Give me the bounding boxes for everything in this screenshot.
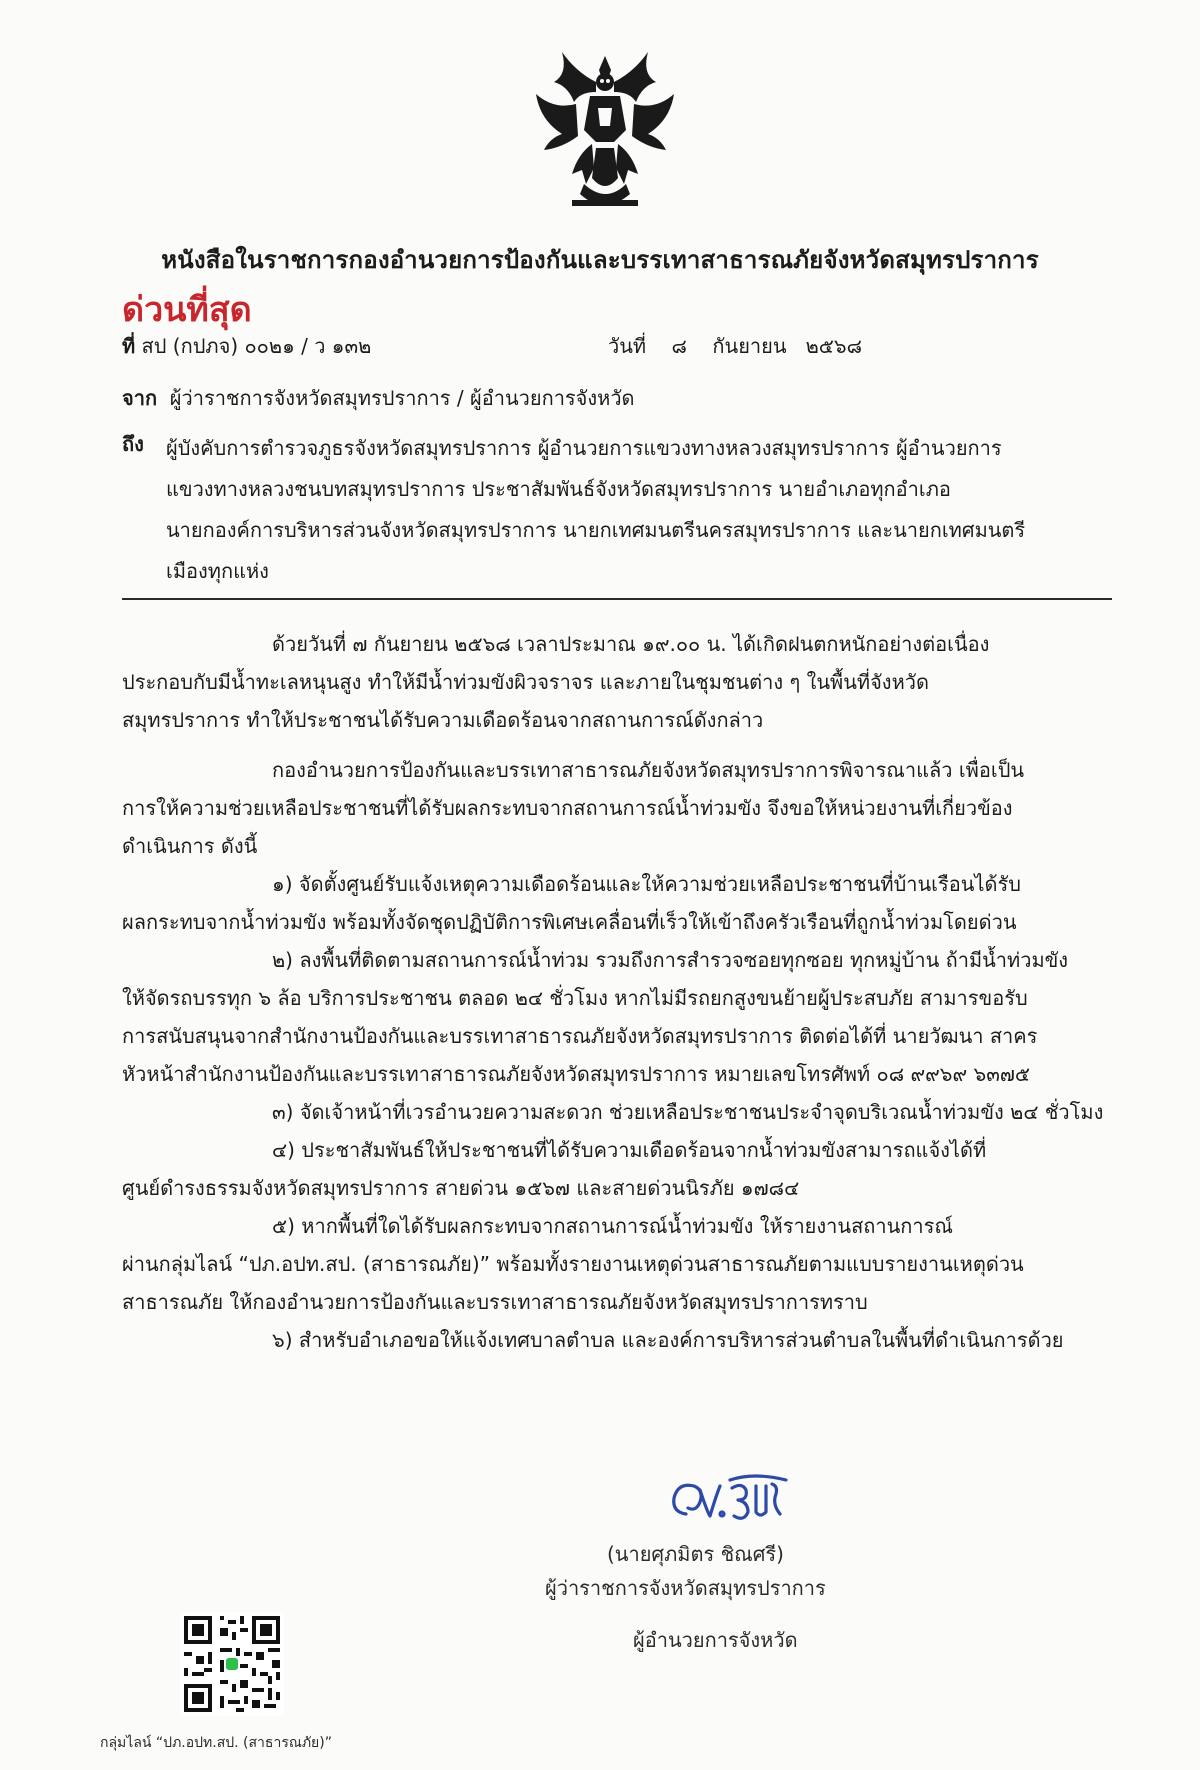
letter-heading: หนังสือในราชการกองอำนวยการป้องกันและบรรเทาสาธารณภัยจังหวัดสมุทรปราการ: [161, 246, 1039, 274]
item-line: สาธารณภัย ให้กองอำนวยการป้องกันและบรรเทาสาธารณภัยจังหวัดสมุทรปราการทราบ: [122, 1290, 868, 1314]
date-month: กันยายน: [712, 334, 787, 358]
ref-label: ที่: [122, 334, 136, 358]
date-year: ๒๕๖๘: [805, 334, 863, 358]
body-line: การให้ความช่วยเหลือประชาชนที่ได้รับผลกระทบจากสถานการณ์น้ำท่วมขัง จึงขอให้หน่วยงานที่เกี่ยวข้อง: [122, 796, 1013, 820]
qr-caption: กลุ่มไลน์ “ปภ.อปท.สป. (สาธารณภัย)”: [100, 1735, 332, 1751]
from-label: จาก: [122, 386, 158, 410]
body-line: ด้วยวันที่ ๗ กันยายน ๒๕๖๘ เวลาประมาณ ๑๙.๐๐ น. ได้เกิดฝนตกหนักอย่างต่อเนื่อง: [272, 632, 990, 656]
item-line: ๓) จัดเจ้าหน้าที่เวรอำนวยความสะดวก ช่วยเหลือประชาชนประจำจุดบริเวณน้ำท่วมขัง ๒๔ ชั่วโมง: [272, 1100, 1104, 1124]
to-line: นายกองค์การบริหารส่วนจังหวัดสมุทรปราการ นายกเทศมนตรีนครสมุทรปราการ และนายกเทศมนตรี: [166, 518, 1026, 542]
to-line: ผู้บังคับการตำรวจภูธรจังหวัดสมุทรปราการ ผู้อำนวยการแขวงทางหลวงสมุทรปราการ ผู้อำนวยการ: [166, 436, 1002, 460]
to-label: ถึง: [122, 432, 144, 456]
date-line: [608, 330, 862, 362]
item-line: ศูนย์ดำรงธรรมจังหวัดสมุทรปราการ สายด่วน ๑๕๖๗ และสายด่วนนิรภัย ๑๗๘๔: [122, 1176, 800, 1200]
item-line: หัวหน้าสำนักงานป้องกันและบรรเทาสาธารณภัยจังหวัดสมุทรปราการ หมายเลขโทรศัพท์ ๐๘ ๙๙๖๙ ๖๓๗๕: [122, 1062, 1031, 1086]
item-line: การสนับสนุนจากสำนักงานป้องกันและบรรเทาสาธารณภัยจังหวัดสมุทรปราการ ติดต่อได้ที่ นายวัฒนา สาคร: [122, 1024, 1038, 1048]
to-recipients: [166, 428, 1110, 592]
reference-line: [122, 330, 371, 362]
from-text: ผู้ว่าราชการจังหวัดสมุทรปราการ / ผู้อำนวยการจังหวัด: [169, 386, 635, 410]
item-line: ๑) จัดตั้งศูนย์รับแจ้งเหตุความเดือดร้อนและให้ความช่วยเหลือประชาชนที่บ้านเรือนได้รับ: [272, 872, 1021, 896]
ref-number: สป (กปภจ) ๐๐๒๑ / ว ๑๓๒: [141, 334, 372, 358]
body-line: กองอำนวยการป้องกันและบรรเทาสาธารณภัยจังหวัดสมุทรปราการพิจารณาแล้ว เพื่อเป็น: [272, 758, 1025, 782]
signature: [660, 1470, 800, 1532]
item-line: ให้จัดรถบรรทุก ๖ ล้อ บริการประชาชน ตลอด ๒๔ ชั่วโมง หากไม่มีรถยกสูงขนย้ายผู้ประสบภัย สามารขอรับ: [122, 986, 1028, 1010]
letter-body: [122, 625, 1112, 1359]
signatory-position: ผู้ว่าราชการจังหวัดสมุทรปราการ: [545, 1576, 826, 1600]
item-line: ผ่านกลุ่มไลน์ “ปภ.อปท.สป. (สาธารณภัย)” พร้อมทั้งรายงานเหตุด่วนสาธารณภัยตามแบบรายงานเหตุด่วน: [122, 1252, 1024, 1276]
body-line: ประกอบกับมีน้ำทะเลหนุนสูง ทำให้มีน้ำท่วมขังผิวจราจร และภายในชุมชนต่าง ๆ ในพื้นที่จังหวัด: [122, 670, 929, 694]
to-line: เมืองทุกแห่ง: [166, 559, 269, 583]
signatory-name: (นายศุภมิตร ชิณศรี): [607, 1542, 784, 1566]
item-line: ๕) หากพื้นที่ใดได้รับผลกระทบจากสถานการณ์น้ำท่วมขัง ให้รายงานสถานการณ์: [272, 1214, 953, 1238]
item-line: ๖) สำหรับอำเภอขอให้แจ้งเทศบาลตำบล และองค์การบริหารส่วนตำบลในพื้นที่ดำเนินการด้วย: [272, 1328, 1064, 1352]
from-line: [122, 382, 635, 414]
urgency-stamp: ด่วนที่สุด: [122, 290, 252, 330]
item-line: ๔) ประชาสัมพันธ์ให้ประชาชนที่ได้รับความเดือดร้อนจากน้ำท่วมขังสามารถแจ้งได้ที่: [272, 1138, 987, 1162]
garuda-emblem: [532, 52, 678, 212]
body-line: ดำเนินการ ดังนี้: [122, 834, 258, 858]
qr-code: [180, 1612, 284, 1716]
signatory-role: ผู้อำนวยการจังหวัด: [633, 1628, 798, 1652]
body-line: สมุทรปราการ ทำให้ประชาชนได้รับความเดือดร้อนจากสถานการณ์ดังกล่าว: [122, 708, 764, 732]
to-line: แขวงทางหลวงชนบทสมุทรปราการ ประชาสัมพันธ์จังหวัดสมุทรปราการ นายอำเภอทุกอำเภอ: [166, 477, 951, 501]
divider: [122, 598, 1112, 600]
date-label: วันที่: [608, 334, 647, 358]
date-day: ๘: [671, 334, 687, 358]
item-line: ผลกระทบจากน้ำท่วมขัง พร้อมทั้งจัดชุดปฏิบัติการพิเศษเคลื่อนที่เร็วให้เข้าถึงครัวเรือนที่ถูกน้ำท่วมโดยด่วน: [122, 910, 1017, 934]
item-line: ๒) ลงพื้นที่ติดตามสถานการณ์น้ำท่วม รวมถึงการสำรวจซอยทุกซอย ทุกหมู่บ้าน ถ้ามีน้ำท่วมขัง: [272, 948, 1069, 972]
